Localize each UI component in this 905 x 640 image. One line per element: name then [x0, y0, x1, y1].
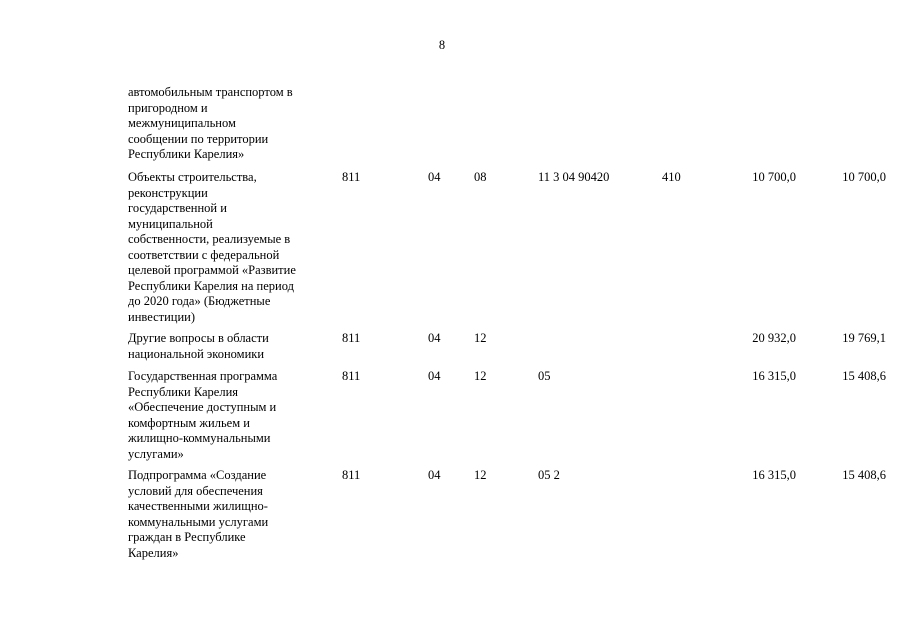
row-name-line: соответствии с федеральной — [128, 247, 280, 262]
row-section-code: 04 — [428, 369, 441, 383]
row-name-line: Республики Карелия на период — [128, 278, 294, 293]
row-name-line: граждан в Республике — [128, 530, 246, 544]
row-name-line: до 2020 года» (Бюджетные — [128, 294, 271, 308]
row-sum-2: 19 769,1 — [842, 331, 886, 345]
row-name-line: муниципальной — [128, 216, 213, 231]
row-name-line: сообщении по территории — [128, 131, 269, 146]
row-sum-1: 20 932,0 — [752, 331, 796, 345]
row-name-line: реконструкции — [128, 185, 208, 200]
row-name-line: Республики Карелия» — [128, 147, 245, 161]
row-name-line: жилищно-коммунальными — [128, 431, 271, 445]
row-target-article: 11 3 04 90420 — [538, 170, 610, 184]
row-name-line: инвестиции) — [128, 309, 195, 324]
row-subsection-code: 12 — [474, 331, 487, 345]
row-name — [128, 85, 338, 163]
row-ved-code: 811 — [342, 369, 361, 383]
row-section-code: 04 — [428, 170, 441, 184]
row-ved-code: 811 — [342, 331, 361, 345]
row-name-line: комфортным жильем и — [128, 415, 250, 430]
row-target-article: 05 2 — [538, 468, 560, 482]
row-sum-2: 15 408,6 — [842, 468, 886, 482]
page-number: 8 — [438, 38, 446, 52]
row-sum-2: 15 408,6 — [842, 369, 886, 383]
row-name — [128, 468, 338, 561]
row-name-line: услугами» — [128, 446, 184, 461]
row-name-line: собственности, реализуемые в — [128, 232, 291, 246]
row-ved-code: 811 — [342, 170, 361, 184]
row-name — [128, 331, 338, 362]
row-name-line: межмуниципальном — [128, 116, 236, 130]
row-name-line: Подпрограмма «Создание — [128, 468, 267, 482]
row-name-line: целевой программой «Развитие — [128, 263, 296, 277]
row-name-line: национальной экономики — [128, 346, 265, 361]
row-sum-2: 10 700,0 — [842, 170, 886, 184]
row-sum-1: 16 315,0 — [752, 369, 796, 383]
row-expense-type: 410 — [662, 170, 681, 184]
row-name-line: автомобильным транспортом в — [128, 85, 293, 99]
row-sum-1: 10 700,0 — [752, 170, 796, 184]
row-name-line: пригородном и — [128, 100, 208, 115]
row-name-line: «Обеспечение доступным и — [128, 400, 277, 414]
row-subsection-code: 12 — [474, 369, 487, 383]
row-name-line: коммунальными услугами — [128, 514, 269, 529]
row-name-line: государственной и — [128, 201, 227, 215]
row-name-line: Республики Карелия — [128, 384, 239, 399]
row-ved-code: 811 — [342, 468, 361, 482]
row-name — [128, 369, 338, 462]
row-subsection-code: 12 — [474, 468, 487, 482]
row-section-code: 04 — [428, 468, 441, 482]
row-name-line: Другие вопросы в области — [128, 331, 269, 345]
row-name-line: Карелия» — [128, 545, 179, 560]
row-sum-1: 16 315,0 — [752, 468, 796, 482]
row-name-line: Объекты строительства, — [128, 170, 257, 184]
row-name-line: условий для обеспечения — [128, 483, 263, 498]
row-name-line: качественными жилищно- — [128, 499, 268, 513]
row-name — [128, 170, 338, 325]
row-subsection-code: 08 — [474, 170, 487, 184]
row-name-line: Государственная программа — [128, 369, 278, 383]
row-target-article: 05 — [538, 369, 551, 383]
row-section-code: 04 — [428, 331, 441, 345]
